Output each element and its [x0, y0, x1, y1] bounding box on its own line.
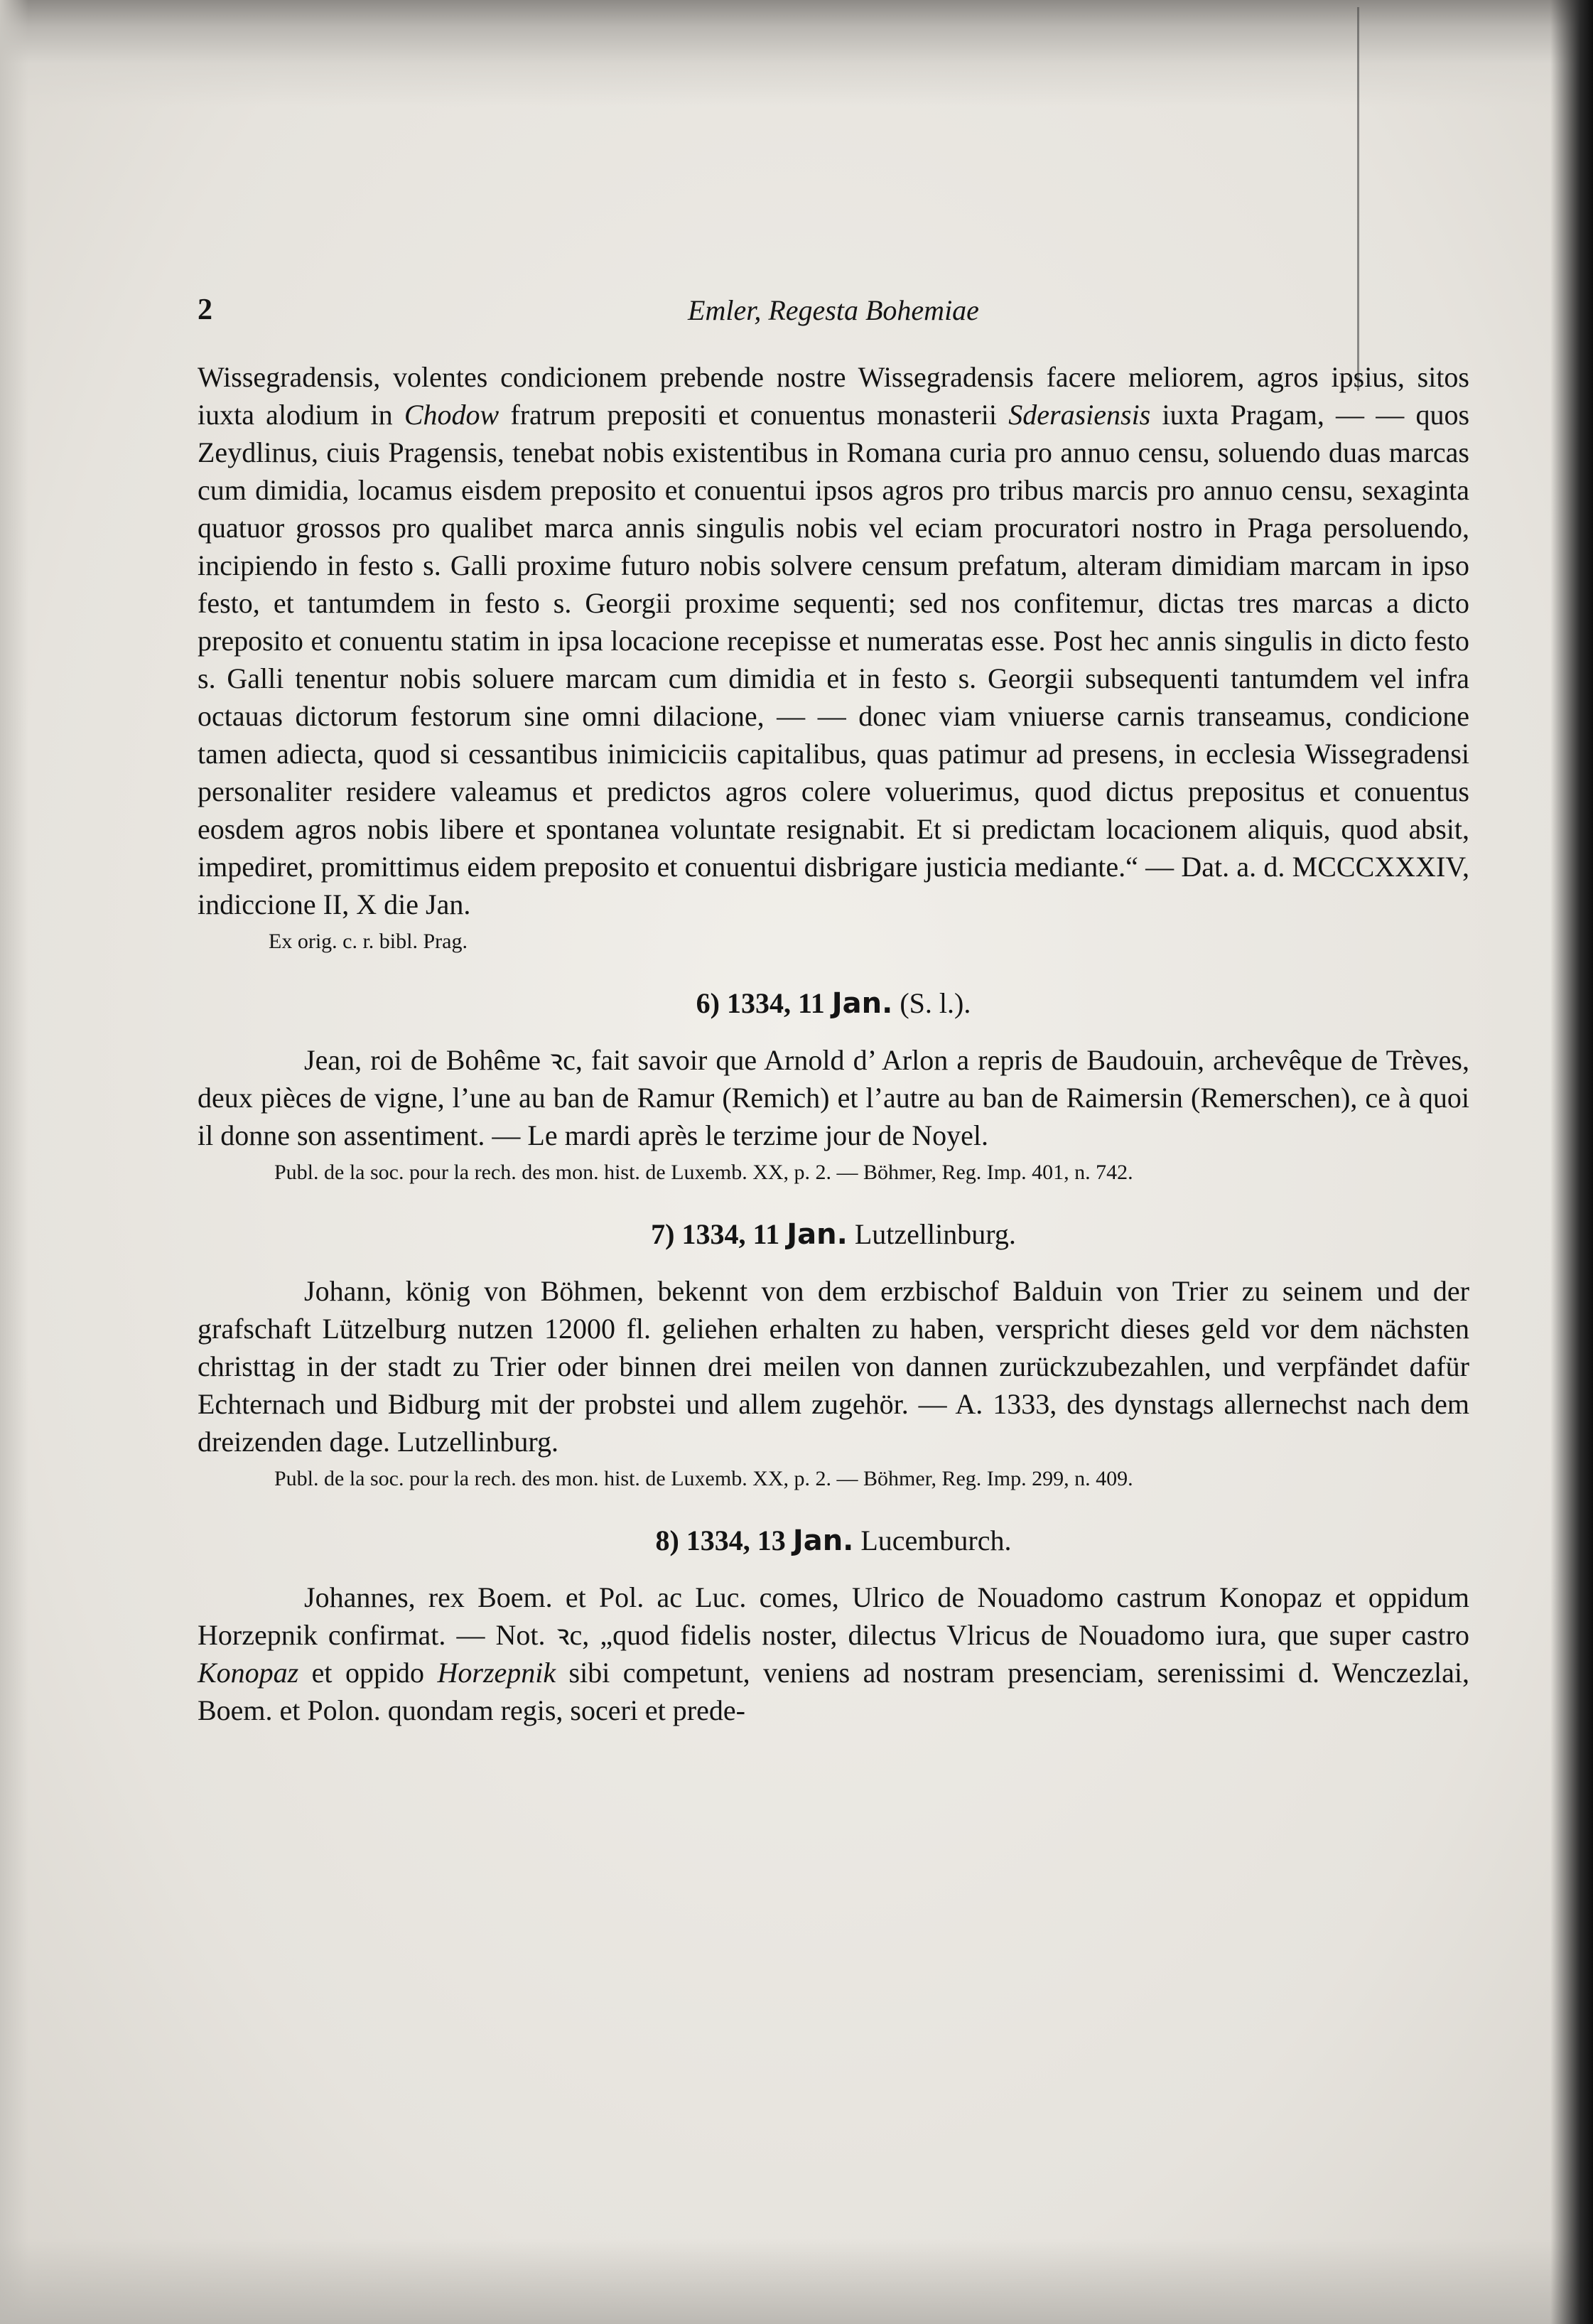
entry-8-text — [198, 1578, 1469, 1729]
entry-5-continuation-text — [198, 358, 1469, 923]
entry-8-text-part: et oppido — [298, 1657, 438, 1689]
entry-8-heading — [198, 1522, 1469, 1560]
scan-shadow-top — [0, 0, 1593, 107]
entry-8-text-part: sibi competunt, veniens ad nostram presenciam, serenissimi d. Wenczezlai, Boem. et Polon. quondam regis, soceri et prede- — [198, 1657, 1469, 1726]
page-content — [198, 291, 1469, 1729]
entry-6-heading — [198, 984, 1469, 1023]
scan-shadow-right — [1550, 0, 1593, 2324]
entry-8-month: Jan. — [792, 1524, 854, 1557]
entry-6-number-date: 6) 1334, 11 — [696, 987, 825, 1019]
entry-7-heading — [198, 1215, 1469, 1254]
entry-6-place: (S. l.). — [900, 987, 971, 1019]
entry-5-text-part: fratrum prepositi et conuentus monasterii — [499, 399, 1009, 431]
entry-8-place: Lucemburch. — [860, 1524, 1012, 1556]
entry-8-text-part: Johannes, rex Boem. et Pol. ac Luc. comes, Ulrico de Nouadomo castrum Konopaz et oppidum Horzepnik confirmat. — Not. ꝛc, „quod fidelis noster, dilectus Vlricus de Nouadomo iura, que super castro — [198, 1581, 1469, 1651]
entry-5-text-part: iuxta Pragam, — — quos Zeydlinus, ciuis Pragensis, tenebat nobis existentibus in Romana curia pro annuo censu, soluendo duas marcas cum dimidia, locamus eisdem preposito et conuentui ipsos agros pro tribus marcis pro annuo censu, sexaginta quatuor grossos pro qualibet marca annis singulis nobis vel eciam procuratori nostro in Praga persoluendo, incipiendo in festo s. Galli proxime futuro nobis solvere censum prefatum, alteram dimidiam marcam in ipso festo, et tantumdem in festo s. Georgii proxime sequenti; sed nos confitemur, dictas tres marcas a dicto preposito et conuentu statim in ipsa locacione recepisse et numeratas esse. Post hec annis singulis in dicto festo s. Galli tenentur nobis soluere marcam cum dimidia et in festo s. Georgii subsequenti tantumdem vel infra octauas dictorum festorum sine omni dilacione, — — donec viam vniuerse carnis transeamus, condicione tamen adiecta, quod si cessantibus inimiciciis capitalibus, quas patimur ad presens, in ecclesia Wissegradensi personaliter residere valeamus et predictos agros colere voluerimus, quod dictus prepositus et conuentus eosdem agros nobis libere et spontanea voluntate resignabit. Et si predictam locacionem aliquis, quod absit, impediret, promittimus eidem preposito et conuentui disbrigare justicia mediante.“ — Dat. a. d. MCCCXXXIV, indiccione II, X die Jan. — [198, 399, 1470, 920]
entry-7-text: Johann, könig von Böhmen, bekennt von dem erzbischof Balduin von Trier zu seinem und der grafschaft Lützelburg nutzen 12000 fl. geliehen erhalten zu haben, verspricht dieses geld vor dem nächsten christtag in der stadt zu Trier oder binnen drei meilen von dannen zurückzubezahlen, und verpfändet dafür Echternach und Bidburg mit der probstei und allem zugehör. — A. 1333, des dynstags allernechst nach dem dreizenden dage. Lutzellinburg. — [198, 1275, 1469, 1458]
entry-6-text: Jean, roi de Bohême ꝛc, fait savoir que Arnold d’ Arlon a repris de Baudouin, archevêque de Trèves, deux pièces de vigne, l’une au ban de Ramur (Remich) et l’autre au ban de Raimersin (Remerschen), ce à quoi il donne son assentiment. — Le mardi après le terzime jour de Noyel. — [198, 1044, 1469, 1151]
scan-shadow-bottom — [0, 2239, 1593, 2324]
running-title: Emler, Regesta Bohemiae — [688, 294, 979, 326]
entry-5-source: Ex orig. c. r. bibl. Prag. — [269, 930, 468, 953]
entry-6-month: Jan. — [831, 987, 893, 1020]
place-name-chodow: Chodow — [404, 399, 500, 431]
entry-8-number-date: 8) 1334, 13 — [655, 1524, 786, 1556]
page-header — [198, 291, 1469, 334]
entry-5-text-part: Wissegradensis, volentes condicionem prebende nostre Wissegradensis facere meliorem, agros ipsius, sitos iuxta alodium in — [198, 361, 1469, 431]
entry-6-source: Publ. de la soc. pour la rech. des mon. hist. de Luxemb. XX, p. 2. — Böhmer, Reg. Imp. 401, n. 742. — [274, 1161, 1133, 1184]
place-name-konopaz: Konopaz — [198, 1657, 299, 1689]
scan-shadow-left — [0, 0, 28, 2324]
page-number: 2 — [198, 294, 212, 326]
place-name-sderasiensis: Sderasiensis — [1008, 399, 1151, 431]
place-name-horzepnik: Horzepnik — [437, 1657, 556, 1689]
entry-7-number-date: 7) 1334, 11 — [651, 1218, 780, 1250]
entry-7-source: Publ. de la soc. pour la rech. des mon. hist. de Luxemb. XX, p. 2. — Böhmer, Reg. Imp. 299, n. 409. — [274, 1467, 1133, 1490]
entry-7-month: Jan. — [787, 1218, 848, 1251]
entry-7-place: Lutzellinburg. — [854, 1218, 1016, 1250]
